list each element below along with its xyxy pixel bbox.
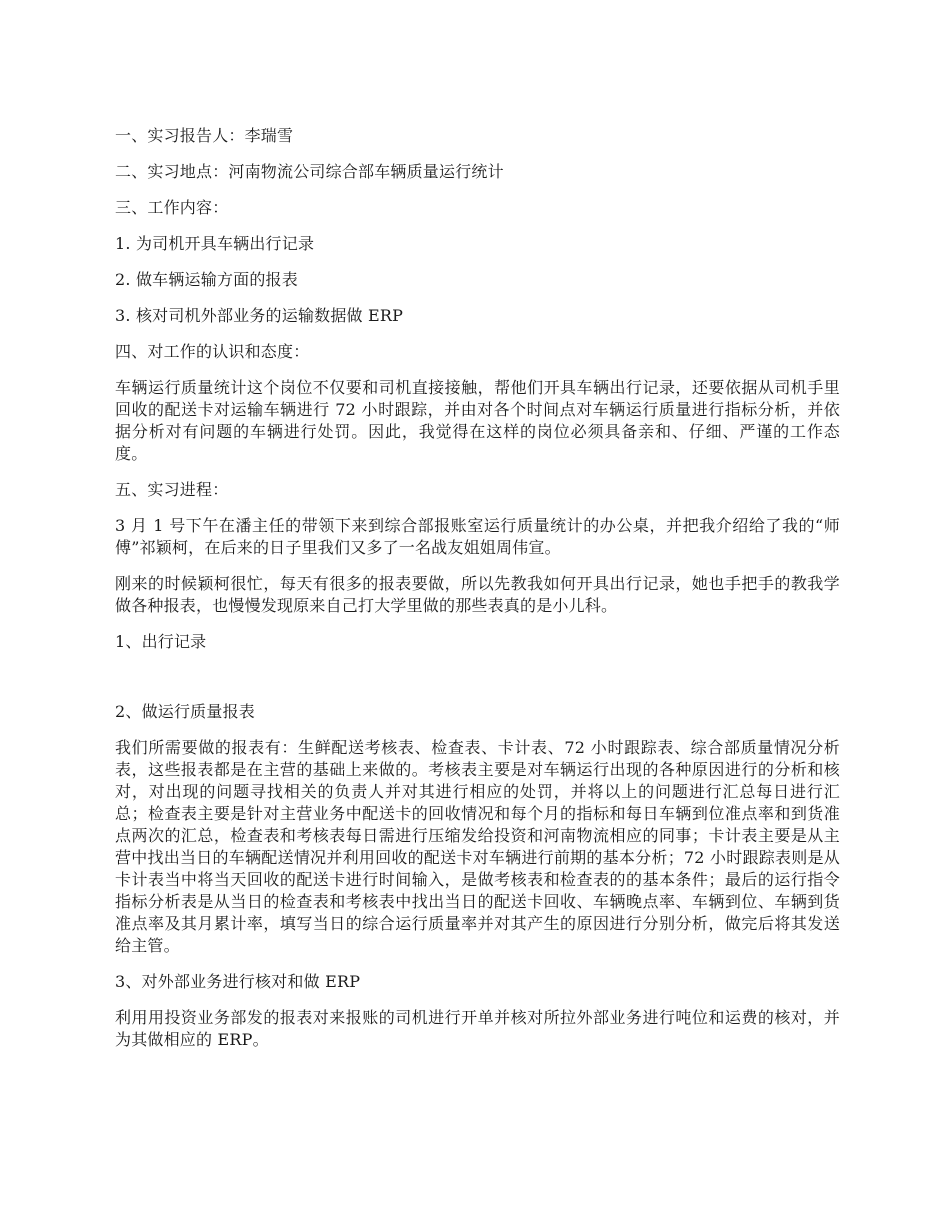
progress-heading: 五、实习进程： [115, 480, 229, 499]
section-3-heading: 3、对外部业务进行核对和做 ERP [115, 972, 361, 991]
work-item-2: 2. 做车辆运输方面的报表 [115, 270, 298, 289]
attitude-paragraph: 车辆运行质量统计这个岗位不仅要和司机直接接触，帮他们开具车辆出行记录，还要依据从司机手里回收的配送卡对运输车辆进行 72 小时跟踪，并由对各个时间点对车辆运行质量进行指标分析，并依据分析对有问题的车辆进行处罚。因此，我觉得在这样的岗位必须具备亲和、仔细、严谨的工作态度。 [115, 378, 840, 463]
section-3-paragraph: 利用用投资业务部发的报表对来报账的司机进行开单并核对所拉外部业务进行吨位和运费的核对，并为其做相应的 ERP。 [115, 1008, 840, 1049]
progress-paragraph-1: 3 月 1 号下午在潘主任的带领下来到综合部报账室运行质量统计的办公桌，并把我介绍给了我的“师傅”祁颖柯，在后来的日子里我们又多了一名战友姐姐周伟宣。 [115, 516, 840, 557]
work-item-3: 3. 核对司机外部业务的运输数据做 ERP [115, 306, 404, 325]
progress-paragraph-2: 刚来的时候颖柯很忙，每天有很多的报表要做，所以先教我如何开具出行记录，她也手把手的教我学做各种报表，也慢慢发现原来自己打大学里做的那些表真的是小儿科。 [115, 574, 840, 615]
location-line: 二、实习地点：河南物流公司综合部车辆质量运行统计 [115, 162, 504, 181]
work-content-heading: 三、工作内容： [115, 198, 229, 217]
section-2-paragraph: 我们所需要做的报表有：生鲜配送考核表、检查表、卡计表、72 小时跟踪表、综合部质量情况分析表，这些报表都是在主营的基础上来做的。考核表主要是对车辆运行出现的各种原因进行的分析和核对，对出现的问题寻找相关的负责人并对其进行相应的处罚，并将以上的问题进行汇总每日进行汇总；检查表主要是针对主营业务中配送卡的回收情况和每个月的指标和每日车辆到位准点率和到货准点两次的汇总，检查表和考核表每日需进行压缩发给投资和河南物流相应的同事；卡计表主要是从主营中找出当日的车辆配送情况并利用回收的配送卡对车辆进行前期的基本分析；72 小时跟踪表则是从卡计表当中将当天回收的配送卡进行时间输入，是做考核表和检查表的的基本条件；最后的运行指令指标分析表是从当日的检查表和考核表中找出当日的配送卡回收、车辆晚点率、车辆到位、车辆到货准点率及其月累计率，填写当日的综合运行质量率并对其产生的原因进行分别分析，做完后将其发送给主管。 [115, 738, 840, 955]
attitude-heading: 四、对工作的认识和态度： [115, 342, 310, 361]
section-2-heading: 2、做运行质量报表 [115, 702, 255, 721]
reporter-line: 一、实习报告人：李瑞雪 [115, 126, 294, 145]
work-item-1: 1. 为司机开具车辆出行记录 [115, 234, 315, 253]
document-body [115, 125, 840, 1051]
section-1-heading: 1、出行记录 [115, 632, 207, 651]
